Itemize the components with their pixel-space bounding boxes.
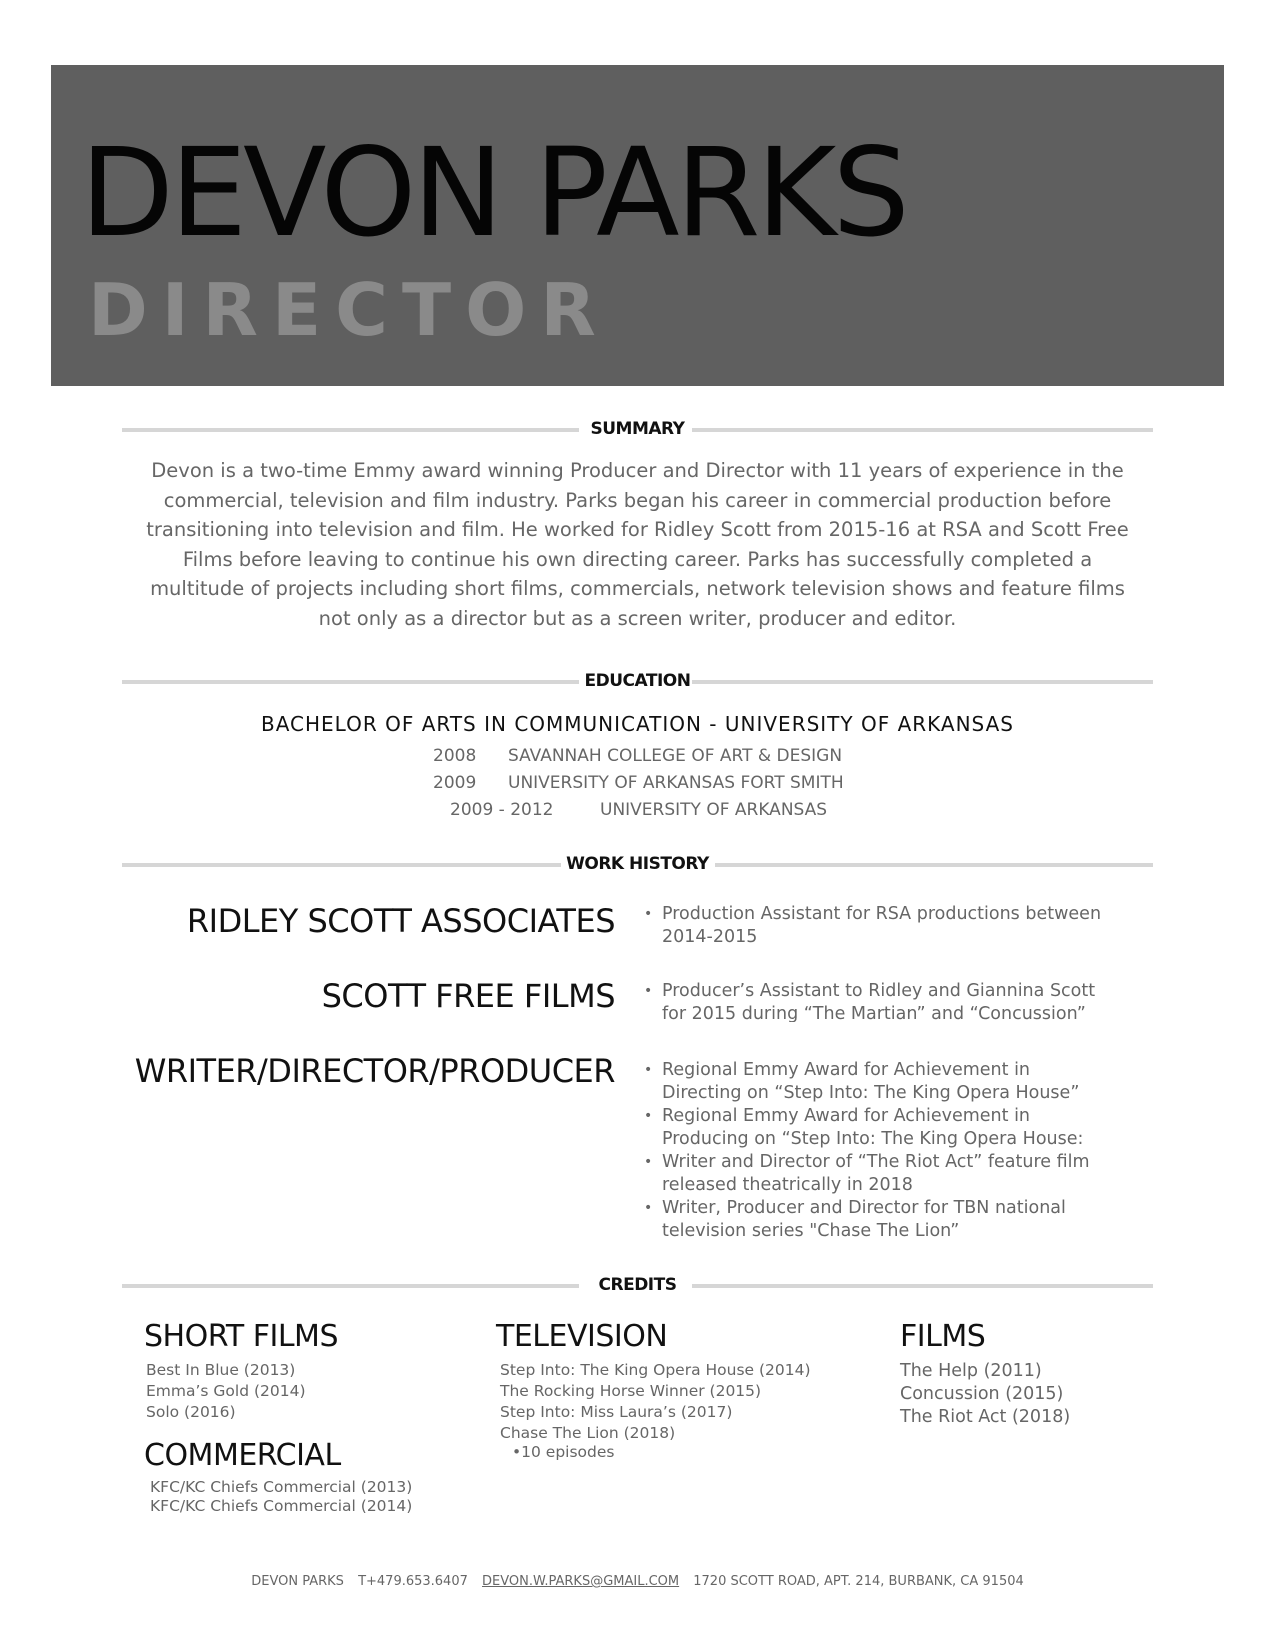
work-bullet: • Regional Emmy Award for Achievement in Directing on “Step Into: The King Opera House”	[640, 1059, 1110, 1105]
section-header-education	[122, 669, 1153, 693]
television-list	[500, 1360, 811, 1461]
credits-heading-short-films: SHORT FILMS	[144, 1319, 338, 1354]
list-item: Step Into: Miss Laura’s (2017)	[500, 1403, 733, 1421]
education-school: UNIVERSITY OF ARKANSAS FORT SMITH	[508, 773, 844, 793]
section-header-credits	[122, 1273, 1153, 1297]
summary-text: Devon is a two-time Emmy award winning Producer and Director with 11 years of experience in the commercial, television and film industry. Parks began his career in commercial production before transitioning into television and film. He worked for Ridley Scott from 2015-16 at RSA and Scott Free Films before leaving to continue his own directing career. Parks has successfully completed a multitude of projects including short films, commercials, network television shows and feature films not only as a director but as a screen writer, producer and editor.	[146, 459, 1129, 630]
footer-name: DEVON PARKS	[251, 1574, 344, 1589]
list-item: Emma’s Gold (2014)	[146, 1382, 306, 1400]
education-year: 2009 - 2012	[450, 800, 554, 820]
section-title-summary: SUMMARY	[590, 419, 685, 439]
company-name: RIDLEY SCOTT ASSOCIATES	[186, 902, 615, 940]
degree-title: BACHELOR OF ARTS IN COMMUNICATION - UNIVERSITY OF ARKANSAS	[260, 712, 1015, 736]
education-year: 2008	[433, 746, 477, 766]
credits-heading-films: FILMS	[900, 1319, 986, 1354]
company-name: SCOTT FREE FILMS	[321, 977, 615, 1015]
section-header-summary	[122, 417, 1153, 441]
list-item: Step Into: The King Opera House (2014)	[500, 1361, 811, 1379]
work-bullet: • Regional Emmy Award for Achievement in Producing on “Step Into: The King Opera House:	[640, 1105, 1110, 1151]
footer-phone: T+479.653.6407	[358, 1574, 468, 1589]
job-title: DIRECTOR	[88, 268, 610, 352]
work-bullet: • Production Assistant for RSA productions between 2014-2015	[640, 903, 1110, 949]
work-bullet: • Producer’s Assistant to Ridley and Giannina Scott for 2015 during “The Martian” and “Concussion”	[640, 980, 1110, 1022]
education-entry	[433, 773, 844, 793]
credits-heading-commercial: COMMERCIAL	[144, 1438, 341, 1473]
list-item: KFC/KC Chiefs Commercial (2013)	[150, 1478, 413, 1496]
section-title-education: EDUCATION	[584, 671, 691, 691]
work-bullets	[640, 903, 1110, 949]
footer-address: 1720 SCOTT ROAD, APT. 214, BURBANK, CA 91504	[693, 1574, 1024, 1589]
company-name: WRITER/DIRECTOR/PRODUCER	[134, 1052, 615, 1090]
films-list	[900, 1360, 1070, 1429]
footer-email-link[interactable]: DEVON.W.PARKS@GMAIL.COM	[482, 1574, 680, 1589]
list-item: The Riot Act (2018)	[900, 1407, 1071, 1427]
education-school: UNIVERSITY OF ARKANSAS	[600, 800, 828, 820]
education-entry	[450, 800, 828, 820]
episode-note: •10 episodes	[512, 1443, 615, 1461]
section-title-work-history: WORK HISTORY	[566, 854, 709, 874]
work-bullet: • Writer, Producer and Director for TBN national television series "Chase The Lion”	[640, 1197, 1110, 1243]
work-bullets	[640, 980, 1110, 1022]
list-item: Solo (2016)	[146, 1403, 236, 1421]
work-bullets	[640, 1059, 1110, 1243]
short-films-list	[146, 1360, 306, 1423]
list-item: KFC/KC Chiefs Commercial (2014)	[150, 1497, 413, 1515]
section-header-work-history	[122, 852, 1153, 876]
education-school: SAVANNAH COLLEGE OF ART & DESIGN	[508, 746, 843, 766]
list-item: Best In Blue (2013)	[146, 1361, 296, 1379]
work-bullet: • Writer and Director of “The Riot Act” feature film released theatrically in 2018	[640, 1151, 1110, 1197]
person-name: DEVON PARKS	[80, 122, 906, 264]
education-year: 2009	[433, 773, 477, 793]
list-item: Concussion (2015)	[900, 1384, 1064, 1404]
footer-contact	[0, 1574, 1275, 1589]
education-entry	[433, 746, 843, 766]
credits-heading-television: TELEVISION	[496, 1319, 668, 1354]
list-item: The Help (2011)	[900, 1361, 1042, 1381]
list-item: The Rocking Horse Winner (2015)	[500, 1382, 762, 1400]
commercial-list	[150, 1478, 412, 1516]
list-item: Chase The Lion (2018)	[500, 1424, 676, 1442]
section-title-credits: CREDITS	[598, 1275, 677, 1295]
